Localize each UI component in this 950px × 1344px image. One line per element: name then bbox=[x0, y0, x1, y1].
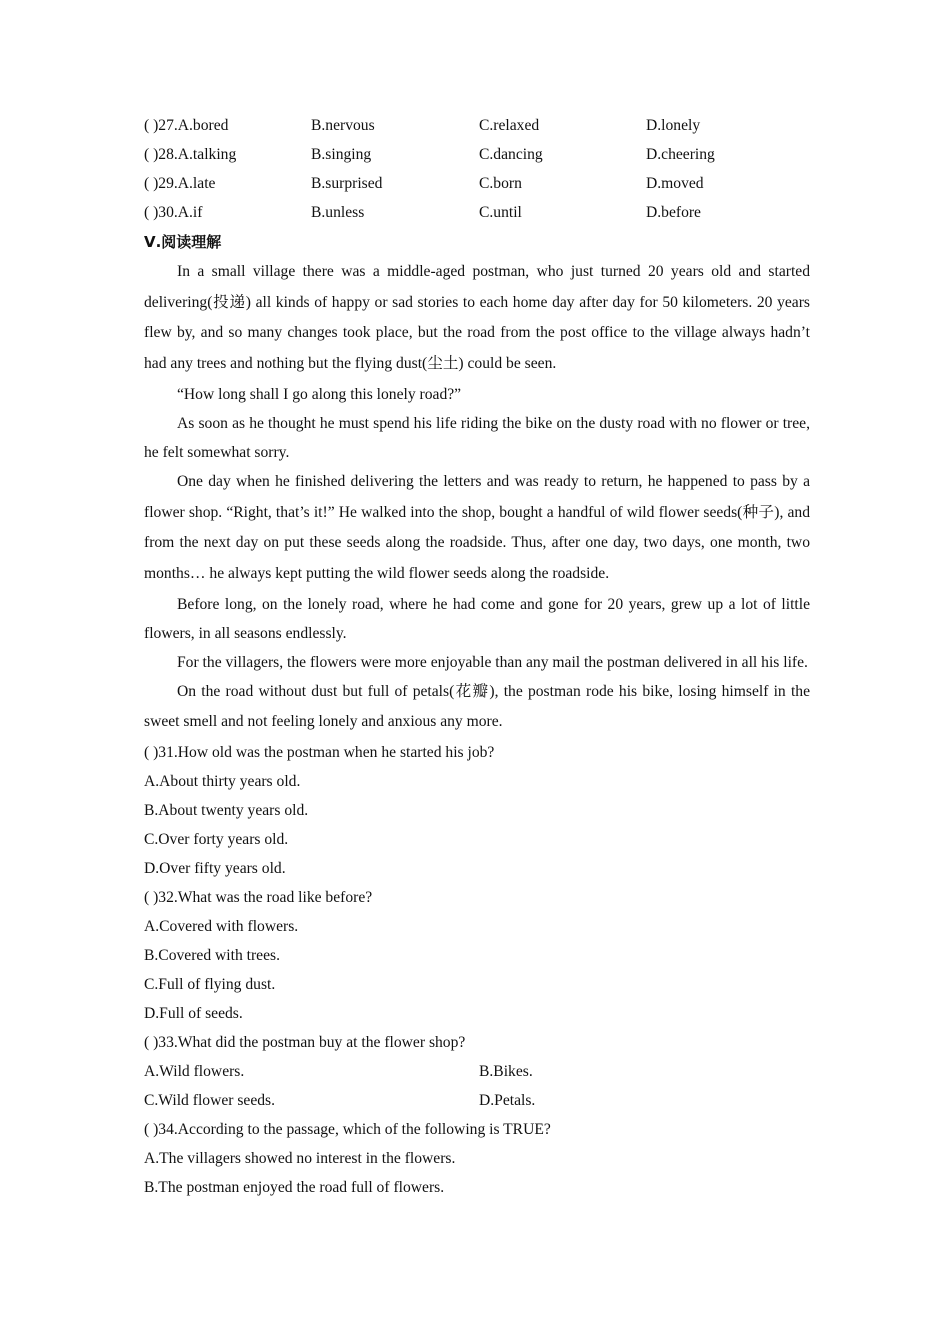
option-b: B.nervous bbox=[311, 117, 375, 134]
option-d: D.cheering bbox=[646, 146, 715, 163]
cloze-options-block bbox=[144, 111, 810, 227]
question-number: ( )29.A.late bbox=[144, 175, 216, 192]
question-32 bbox=[144, 883, 810, 1028]
question-number: ( )30.A.if bbox=[144, 204, 203, 221]
document-page bbox=[144, 111, 810, 1202]
answer-option-row bbox=[144, 1086, 810, 1115]
answer-option: A.The villagers showed no interest in the flowers. bbox=[144, 1150, 456, 1168]
question-34 bbox=[144, 1115, 810, 1202]
answer-option: B.The postman enjoyed the road full of flowers. bbox=[144, 1179, 445, 1197]
cloze-row-29 bbox=[144, 169, 810, 198]
option-b: B.singing bbox=[311, 146, 372, 163]
option-c: C.relaxed bbox=[479, 117, 540, 134]
answer-option-row bbox=[144, 1057, 810, 1086]
question-31 bbox=[144, 738, 810, 883]
answer-option: A.Wild flowers. bbox=[144, 1063, 245, 1081]
passage-paragraph-2: “How long shall I go along this lonely road?” bbox=[177, 385, 462, 403]
cloze-row-27 bbox=[144, 111, 810, 140]
answer-option: B.Bikes. bbox=[479, 1063, 533, 1081]
option-b: B.surprised bbox=[311, 175, 383, 192]
question-number: ( )27.A.bored bbox=[144, 117, 229, 134]
answer-option: C.Wild flower seeds. bbox=[144, 1092, 276, 1110]
answer-option: A.Covered with flowers. bbox=[144, 918, 299, 936]
passage-paragraph-5: Before long, on the lonely road, where he had come and gone for 20 years, grew up a lot of little flowers, in all seasons endlessly. bbox=[144, 595, 810, 642]
cloze-row-28 bbox=[144, 140, 810, 169]
answer-option: B.About twenty years old. bbox=[144, 802, 309, 820]
answer-option: D.Over fifty years old. bbox=[144, 860, 286, 878]
option-d: D.before bbox=[646, 204, 701, 221]
passage-paragraph-1: In a small village there was a middle-aged postman, who just turned 20 years old and started delivering(投递) all kinds of happy or sad stories to each home day after day for 50 kilometers. 20 years flew by, and so many changes took place, but the road from the post office to the village always hadn’t had any trees and nothing but the flying dust(尘土) could be seen. bbox=[144, 263, 810, 373]
answer-option: D.Petals. bbox=[479, 1092, 536, 1110]
passage-paragraph-4: One day when he finished delivering the letters and was ready to return, he happened to pass by a flower shop. “Right, that’s it!” He walked into the shop, bought a handful of wild flower seeds(种子), and from the next day on put these seeds along the roadside. Thus, after one day, two days, one month, two months… he always kept putting the wild flower seeds along the roadside. bbox=[144, 472, 810, 582]
question-stem: ( )34.According to the passage, which of the following is TRUE? bbox=[144, 1121, 551, 1139]
question-stem: ( )32.What was the road like before? bbox=[144, 889, 373, 907]
section-heading: Ⅴ.阅读理解 bbox=[144, 233, 222, 251]
question-stem: ( )31.How old was the postman when he started his job? bbox=[144, 744, 495, 762]
option-c: C.dancing bbox=[479, 146, 543, 163]
option-c: C.born bbox=[479, 175, 522, 192]
answer-option: C.Over forty years old. bbox=[144, 831, 289, 849]
answer-option: C.Full of flying dust. bbox=[144, 976, 276, 994]
question-stem: ( )33.What did the postman buy at the flower shop? bbox=[144, 1034, 466, 1052]
passage-paragraph-6: For the villagers, the flowers were more enjoyable than any mail the postman delivered in all his life. bbox=[177, 653, 808, 671]
answer-option: D.Full of seeds. bbox=[144, 1005, 243, 1023]
reading-passage bbox=[144, 257, 810, 738]
cloze-row-30 bbox=[144, 198, 810, 227]
option-d: D.lonely bbox=[646, 117, 701, 134]
passage-paragraph-3: As soon as he thought he must spend his life riding the bike on the dusty road with no flower or tree, he felt somewhat sorry. bbox=[144, 414, 810, 461]
question-33 bbox=[144, 1028, 810, 1115]
option-b: B.unless bbox=[311, 204, 365, 221]
answer-option: A.About thirty years old. bbox=[144, 773, 301, 791]
question-number: ( )28.A.talking bbox=[144, 146, 237, 163]
answer-option: B.Covered with trees. bbox=[144, 947, 280, 965]
option-d: D.moved bbox=[646, 175, 704, 192]
option-c: C.until bbox=[479, 204, 522, 221]
passage-paragraph-7: On the road without dust but full of petals(花瓣), the postman rode his bike, losing himself in the sweet smell and not feeling lonely and anxious any more. bbox=[144, 682, 810, 731]
